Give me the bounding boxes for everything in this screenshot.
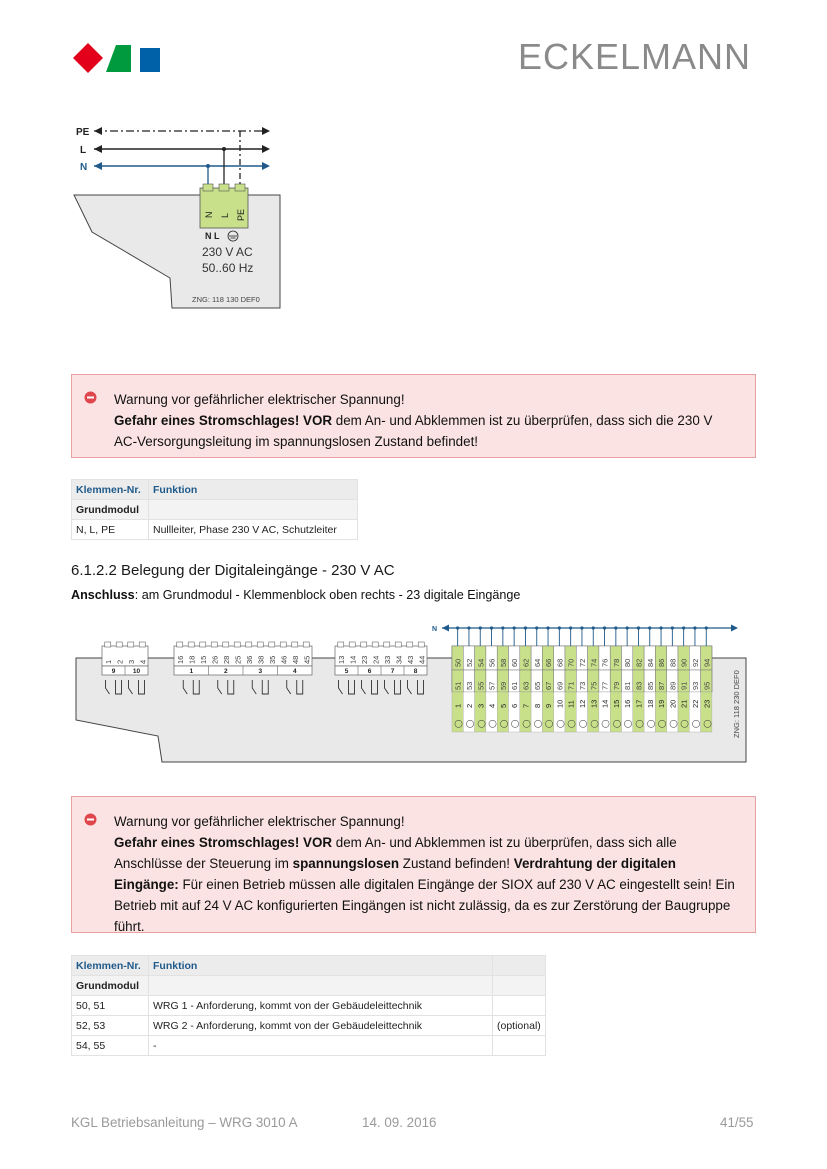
relay-block-1-terminal-label: 2 xyxy=(115,659,125,664)
relay-block-3-terminal-label: 33 xyxy=(382,655,392,664)
input-opto-icon: ◯ xyxy=(464,719,474,728)
input-opto-icon: ◯ xyxy=(679,719,689,728)
warning-stop-icon xyxy=(84,391,97,404)
supply-voltage: 230 V AC xyxy=(202,245,253,259)
input-terminal-top-label: 82 xyxy=(634,658,644,667)
power-supply-diagram xyxy=(70,120,290,310)
input-number-label: 14 xyxy=(600,699,610,708)
terminal-l: L xyxy=(220,212,230,218)
relay-block-3-terminal-label: 14 xyxy=(348,655,358,664)
relay-block-3-terminal-label: 34 xyxy=(394,655,404,664)
cell-funktion: - xyxy=(149,1036,493,1056)
input-terminal-top-label: 50 xyxy=(453,658,463,667)
digital-inputs-diagram xyxy=(70,620,750,770)
relay-block-2-terminal-label: 36 xyxy=(244,655,254,664)
drawing-number-2: ZNG: 118 230 DEF0 xyxy=(732,670,741,738)
n-line-label: N xyxy=(432,626,438,633)
relay-block-3-channel-label: 6 xyxy=(367,668,372,675)
cell-klemmen: N, L, PE xyxy=(72,520,149,540)
relay-block-2-channel-label: 4 xyxy=(292,668,297,675)
input-terminal-bottom-label: 79 xyxy=(611,681,621,690)
input-terminal-bottom-label: 71 xyxy=(566,681,576,690)
logo-red-diamond xyxy=(73,43,103,73)
relay-block-2-terminal-label: 15 xyxy=(198,655,208,664)
col-header-funktion: Funktion xyxy=(149,480,358,500)
input-terminal-top-label: 60 xyxy=(510,658,520,667)
warning-stop-icon xyxy=(84,813,97,826)
input-number-label: 11 xyxy=(566,700,576,708)
module-label: Grundmodul xyxy=(72,500,149,520)
input-number-label: 6 xyxy=(510,703,520,708)
terminal-pe: PE xyxy=(236,208,246,221)
input-terminal-bottom-label: 65 xyxy=(532,681,542,690)
drawing-number-1: ZNG: 118 130 DEF0 xyxy=(192,295,260,304)
relay-block-2-channel-label: 3 xyxy=(258,668,263,675)
input-number-label: 20 xyxy=(668,699,678,708)
relay-block-1-channel-label: 10 xyxy=(132,668,141,675)
relay-block-3-terminal-label: 23 xyxy=(359,655,369,664)
warning-text-supply xyxy=(114,389,735,452)
input-terminal-top-label: 66 xyxy=(544,658,554,667)
line-label-n: N xyxy=(80,162,88,173)
input-terminal-bottom-label: 91 xyxy=(679,681,689,690)
input-terminal-top-label: 62 xyxy=(521,658,531,667)
input-terminal-top-label: 88 xyxy=(668,658,678,667)
terminal-table-supply xyxy=(71,479,358,540)
terminal-labels: N L xyxy=(205,231,220,241)
input-terminal-bottom-label: 75 xyxy=(589,681,599,690)
input-terminal-top-label: 92 xyxy=(690,658,700,667)
input-opto-icon: ◯ xyxy=(690,719,700,728)
relay-block-1-terminal-label: 1 xyxy=(103,659,113,664)
input-terminal-bottom-label: 61 xyxy=(510,681,520,690)
input-terminal-bottom-label: 83 xyxy=(634,681,644,690)
input-terminal-bottom-label: 95 xyxy=(702,681,712,690)
input-terminal-top-label: 80 xyxy=(623,658,633,667)
connection-description xyxy=(71,588,520,602)
input-terminal-top-label: 56 xyxy=(487,658,497,667)
warning-bold-tail: Verdrahtung der digitalen Eingänge: xyxy=(114,856,676,892)
relay-block-1-terminal-label: 4 xyxy=(138,659,148,664)
relay-block-2-channel-label: 2 xyxy=(223,668,228,675)
relay-block-2-terminal-label: 18 xyxy=(187,655,197,664)
relay-block-3-channel-label: 5 xyxy=(344,668,349,675)
footer-document-title: KGL Betriebsanleitung – WRG 3010 A xyxy=(71,1115,298,1130)
input-opto-icon: ◯ xyxy=(645,719,655,728)
relay-block-2-terminal-label: 45 xyxy=(302,655,312,664)
warning-lead: Gefahr eines Stromschlages! VOR xyxy=(114,835,333,850)
cell-klemmen: 54, 55 xyxy=(72,1036,149,1056)
relay-block-2-terminal-label: 16 xyxy=(175,655,185,664)
input-terminal-bottom-label: 55 xyxy=(476,681,486,690)
logo-blue-square xyxy=(140,48,160,72)
table-row xyxy=(72,520,358,540)
module-label: Grundmodul xyxy=(72,976,149,996)
input-terminal-top-label: 68 xyxy=(555,658,565,667)
input-terminal-top-label: 94 xyxy=(702,658,712,667)
warning-body-3: Für einen Betrieb müssen alle digitalen Eingänge der SIOX auf 230 V AC eingestellt sein! Ein Betrieb mit auf 24 V AC konfigurierten Eingängen ist nicht zulässig, da es zur Zerstörung der Baugruppe führt. xyxy=(114,877,735,934)
relay-block-2-terminal-label: 35 xyxy=(267,655,277,664)
input-number-label: 5 xyxy=(498,703,508,708)
input-opto-icon: ◯ xyxy=(668,719,678,728)
input-number-label: 19 xyxy=(657,699,667,708)
relay-block-2-terminal-label: 38 xyxy=(256,655,266,664)
section-heading: 6.1.2.2 Belegung der Digitaleingänge - 230 V AC xyxy=(71,562,395,579)
relay-block-3-channel-label: 7 xyxy=(390,668,395,675)
relay-block-3-terminal-label: 43 xyxy=(405,655,415,664)
input-terminal-top-label: 78 xyxy=(611,658,621,667)
relay-block-3-terminal-label: 44 xyxy=(417,655,427,664)
relay-block-1-channel-label: 9 xyxy=(111,668,116,675)
relay-block-2-terminal-label: 28 xyxy=(221,655,231,664)
table-row xyxy=(72,996,546,1016)
input-opto-icon: ◯ xyxy=(589,719,599,728)
cell-klemmen: 50, 51 xyxy=(72,996,149,1016)
input-terminal-bottom-label: 57 xyxy=(487,681,497,690)
warning-box-inputs xyxy=(71,796,756,933)
input-number-label: 1 xyxy=(453,703,463,708)
input-number-label: 3 xyxy=(476,703,486,708)
col-header-funktion: Funktion xyxy=(149,956,493,976)
input-number-label: 15 xyxy=(611,699,621,708)
relay-block-3-terminal-label: 13 xyxy=(336,655,346,664)
input-terminal-top-label: 74 xyxy=(589,658,599,667)
input-opto-icon: ◯ xyxy=(566,719,576,728)
input-terminal-bottom-label: 59 xyxy=(498,681,508,690)
input-terminal-bottom-label: 87 xyxy=(657,681,667,690)
footer-date: 14. 09. 2016 xyxy=(362,1115,437,1130)
connection-text: : am Grundmodul - Klemmenblock oben rechts - 23 digitale Eingänge xyxy=(134,588,521,602)
table-row xyxy=(72,1036,546,1056)
col-header-klemmen: Klemmen-Nr. xyxy=(72,956,149,976)
input-terminal-bottom-label: 69 xyxy=(555,681,565,690)
input-number-label: 21 xyxy=(679,699,689,708)
input-opto-icon: ◯ xyxy=(487,719,497,728)
input-opto-icon: ◯ xyxy=(634,719,644,728)
warning-text-inputs xyxy=(114,811,735,937)
input-opto-icon: ◯ xyxy=(577,719,587,728)
input-number-label: 7 xyxy=(521,703,531,708)
input-terminal-top-label: 72 xyxy=(577,658,587,667)
logo-green-diamond xyxy=(106,45,131,72)
connection-lead: Anschluss xyxy=(71,588,135,602)
line-label-l: L xyxy=(80,145,87,156)
terminal-n: N xyxy=(204,211,214,218)
input-opto-icon: ◯ xyxy=(555,719,565,728)
input-opto-icon: ◯ xyxy=(510,719,520,728)
input-terminal-top-label: 58 xyxy=(498,658,508,667)
cell-extra xyxy=(493,1036,546,1056)
input-opto-icon: ◯ xyxy=(532,719,542,728)
input-number-label: 2 xyxy=(464,703,474,708)
col-header-klemmen: Klemmen-Nr. xyxy=(72,480,149,500)
warning-body: dem An- und Abklemmen ist zu überprüfen, dass sich die 230 V AC-Versorgungsleitung im spannungslosen Zustand befindet! xyxy=(114,413,713,449)
warning-box-supply xyxy=(71,374,756,458)
supply-frequency: 50..60 Hz xyxy=(202,261,254,275)
input-terminal-bottom-label: 85 xyxy=(645,681,655,690)
input-terminal-top-label: 70 xyxy=(566,658,576,667)
input-opto-icon: ◯ xyxy=(702,719,712,728)
warning-body-1: dem An- und Abklemmen ist zu überprüfen, dass sich alle Anschlüsse der Steuerung im xyxy=(114,835,677,871)
brand-name: ECKELMANN xyxy=(518,36,752,77)
relay-block-1-terminal-label: 3 xyxy=(126,659,136,664)
input-terminal-bottom-label: 77 xyxy=(600,681,610,690)
input-terminal-bottom-label: 89 xyxy=(668,681,678,690)
warning-title: Warnung vor gefährlicher elektrischer Spannung! xyxy=(114,814,405,829)
input-terminal-top-label: 84 xyxy=(645,658,655,667)
input-opto-icon: ◯ xyxy=(521,719,531,728)
input-terminal-top-label: 90 xyxy=(679,658,689,667)
input-opto-icon: ◯ xyxy=(623,719,633,728)
input-terminal-bottom-label: 73 xyxy=(577,681,587,690)
brand-logo-squares xyxy=(72,42,164,74)
input-number-label: 17 xyxy=(634,699,644,708)
input-terminal-top-label: 86 xyxy=(657,658,667,667)
warning-body-2: Zustand befinden! xyxy=(402,856,511,871)
input-opto-icon: ◯ xyxy=(498,719,508,728)
input-opto-icon: ◯ xyxy=(544,719,554,728)
cell-funktion: Nullleiter, Phase 230 V AC, Schutzleiter xyxy=(149,520,358,540)
input-number-label: 10 xyxy=(555,699,565,708)
input-terminal-bottom-label: 53 xyxy=(464,681,474,690)
input-number-label: 13 xyxy=(589,699,599,708)
input-number-label: 12 xyxy=(577,699,587,708)
relay-block-2-channel-label: 1 xyxy=(189,668,194,675)
input-terminal-bottom-label: 81 xyxy=(623,681,633,690)
relay-block-3-terminal-label: 24 xyxy=(371,655,381,664)
input-number-label: 4 xyxy=(487,703,497,708)
input-terminal-bottom-label: 63 xyxy=(521,681,531,690)
input-number-label: 23 xyxy=(702,699,712,708)
input-opto-icon: ◯ xyxy=(453,719,463,728)
input-number-label: 9 xyxy=(544,703,554,708)
cell-extra xyxy=(493,996,546,1016)
input-terminal-bottom-label: 67 xyxy=(544,681,554,690)
cell-funktion: WRG 2 - Anforderung, kommt von der Gebäudeleittechnik xyxy=(149,1016,493,1036)
warning-title: Warnung vor gefährlicher elektrischer Spannung! xyxy=(114,392,405,407)
input-number-label: 18 xyxy=(645,699,655,708)
relay-block-2-terminal-label: 48 xyxy=(290,655,300,664)
input-opto-icon: ◯ xyxy=(600,719,610,728)
cell-extra: (optional) xyxy=(493,1016,546,1036)
input-terminal-top-label: 52 xyxy=(464,658,474,667)
warning-lead: Gefahr eines Stromschlages! VOR xyxy=(114,413,333,428)
cell-klemmen: 52, 53 xyxy=(72,1016,149,1036)
terminal-table-inputs xyxy=(71,955,546,1056)
relay-block-3-channel-label: 8 xyxy=(413,668,418,675)
line-label-pe: PE xyxy=(76,127,90,138)
input-number-label: 16 xyxy=(623,699,633,708)
warning-bold-mid: spannungslosen xyxy=(292,856,400,871)
input-terminal-bottom-label: 51 xyxy=(453,681,463,690)
input-opto-icon: ◯ xyxy=(476,719,486,728)
input-opto-icon: ◯ xyxy=(657,719,667,728)
relay-block-2-terminal-label: 25 xyxy=(233,655,243,664)
input-number-label: 22 xyxy=(690,699,700,708)
input-opto-icon: ◯ xyxy=(611,719,621,728)
input-terminal-top-label: 54 xyxy=(476,658,486,667)
footer-page-number: 41/55 xyxy=(720,1115,754,1130)
input-number-label: 8 xyxy=(532,703,542,708)
table-row xyxy=(72,1016,546,1036)
input-terminal-top-label: 64 xyxy=(532,658,542,667)
cell-funktion: WRG 1 - Anforderung, kommt von der Gebäudeleittechnik xyxy=(149,996,493,1016)
input-terminal-top-label: 76 xyxy=(600,658,610,667)
relay-block-2-terminal-label: 46 xyxy=(279,655,289,664)
input-terminal-bottom-label: 93 xyxy=(690,681,700,690)
relay-block-2-terminal-label: 26 xyxy=(210,655,220,664)
